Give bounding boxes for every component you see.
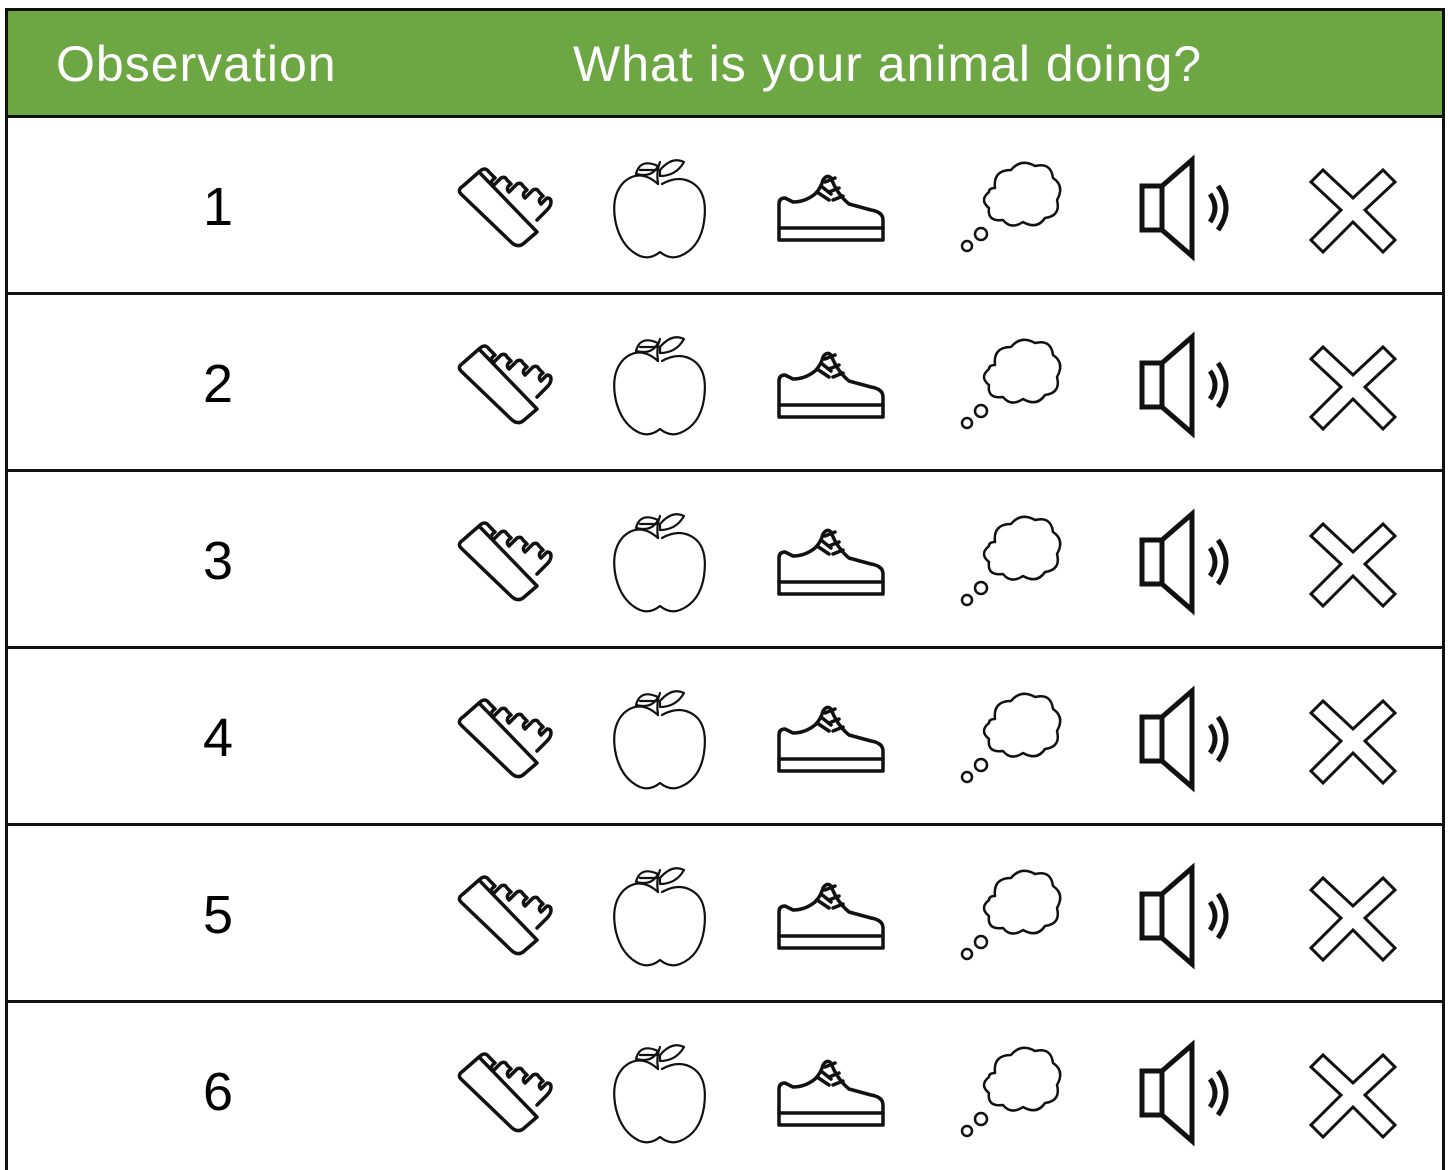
observation-number: 6 xyxy=(202,1062,234,1122)
comb-icon[interactable] xyxy=(441,856,561,976)
comb-icon[interactable] xyxy=(441,325,561,445)
x-icon[interactable] xyxy=(1293,1033,1413,1153)
speaker-icon[interactable] xyxy=(1128,856,1248,976)
thought-bubble-icon[interactable] xyxy=(953,856,1073,976)
thought-bubble-icon[interactable] xyxy=(953,679,1073,799)
speaker-icon[interactable] xyxy=(1128,325,1248,445)
speaker-icon[interactable] xyxy=(1128,1033,1248,1153)
apple-icon[interactable] xyxy=(600,679,720,799)
sneaker-icon[interactable] xyxy=(771,856,891,976)
x-icon[interactable] xyxy=(1293,502,1413,622)
comb-icon[interactable] xyxy=(441,679,561,799)
observation-sheet xyxy=(5,8,1445,1170)
speaker-icon[interactable] xyxy=(1128,502,1248,622)
observation-column-header: Observation xyxy=(56,36,337,92)
apple-icon[interactable] xyxy=(600,502,720,622)
sneaker-icon[interactable] xyxy=(771,148,891,268)
comb-icon[interactable] xyxy=(441,148,561,268)
observation-number: 3 xyxy=(202,531,234,591)
observation-row xyxy=(8,472,1442,649)
thought-bubble-icon[interactable] xyxy=(953,502,1073,622)
apple-icon[interactable] xyxy=(600,856,720,976)
sneaker-icon[interactable] xyxy=(771,1033,891,1153)
observation-number: 4 xyxy=(202,708,234,768)
x-icon[interactable] xyxy=(1293,679,1413,799)
sneaker-icon[interactable] xyxy=(771,679,891,799)
speaker-icon[interactable] xyxy=(1128,148,1248,268)
x-icon[interactable] xyxy=(1293,148,1413,268)
comb-icon[interactable] xyxy=(441,502,561,622)
observation-row xyxy=(8,118,1442,295)
observation-number: 1 xyxy=(202,177,234,237)
sneaker-icon[interactable] xyxy=(771,502,891,622)
table-header xyxy=(8,11,1442,118)
thought-bubble-icon[interactable] xyxy=(953,1033,1073,1153)
apple-icon[interactable] xyxy=(600,148,720,268)
x-icon[interactable] xyxy=(1293,856,1413,976)
comb-icon[interactable] xyxy=(441,1033,561,1153)
speaker-icon[interactable] xyxy=(1128,679,1248,799)
question-column-header: What is your animal doing? xyxy=(573,36,1203,92)
observation-row xyxy=(8,1003,1442,1163)
observation-row xyxy=(8,649,1442,826)
observation-row xyxy=(8,295,1442,472)
observation-row xyxy=(8,826,1442,1003)
sneaker-icon[interactable] xyxy=(771,325,891,445)
observation-number: 5 xyxy=(202,885,234,945)
thought-bubble-icon[interactable] xyxy=(953,148,1073,268)
apple-icon[interactable] xyxy=(600,1033,720,1153)
x-icon[interactable] xyxy=(1293,325,1413,445)
observation-rows xyxy=(8,118,1442,1163)
thought-bubble-icon[interactable] xyxy=(953,325,1073,445)
observation-number: 2 xyxy=(202,354,234,414)
apple-icon[interactable] xyxy=(600,325,720,445)
